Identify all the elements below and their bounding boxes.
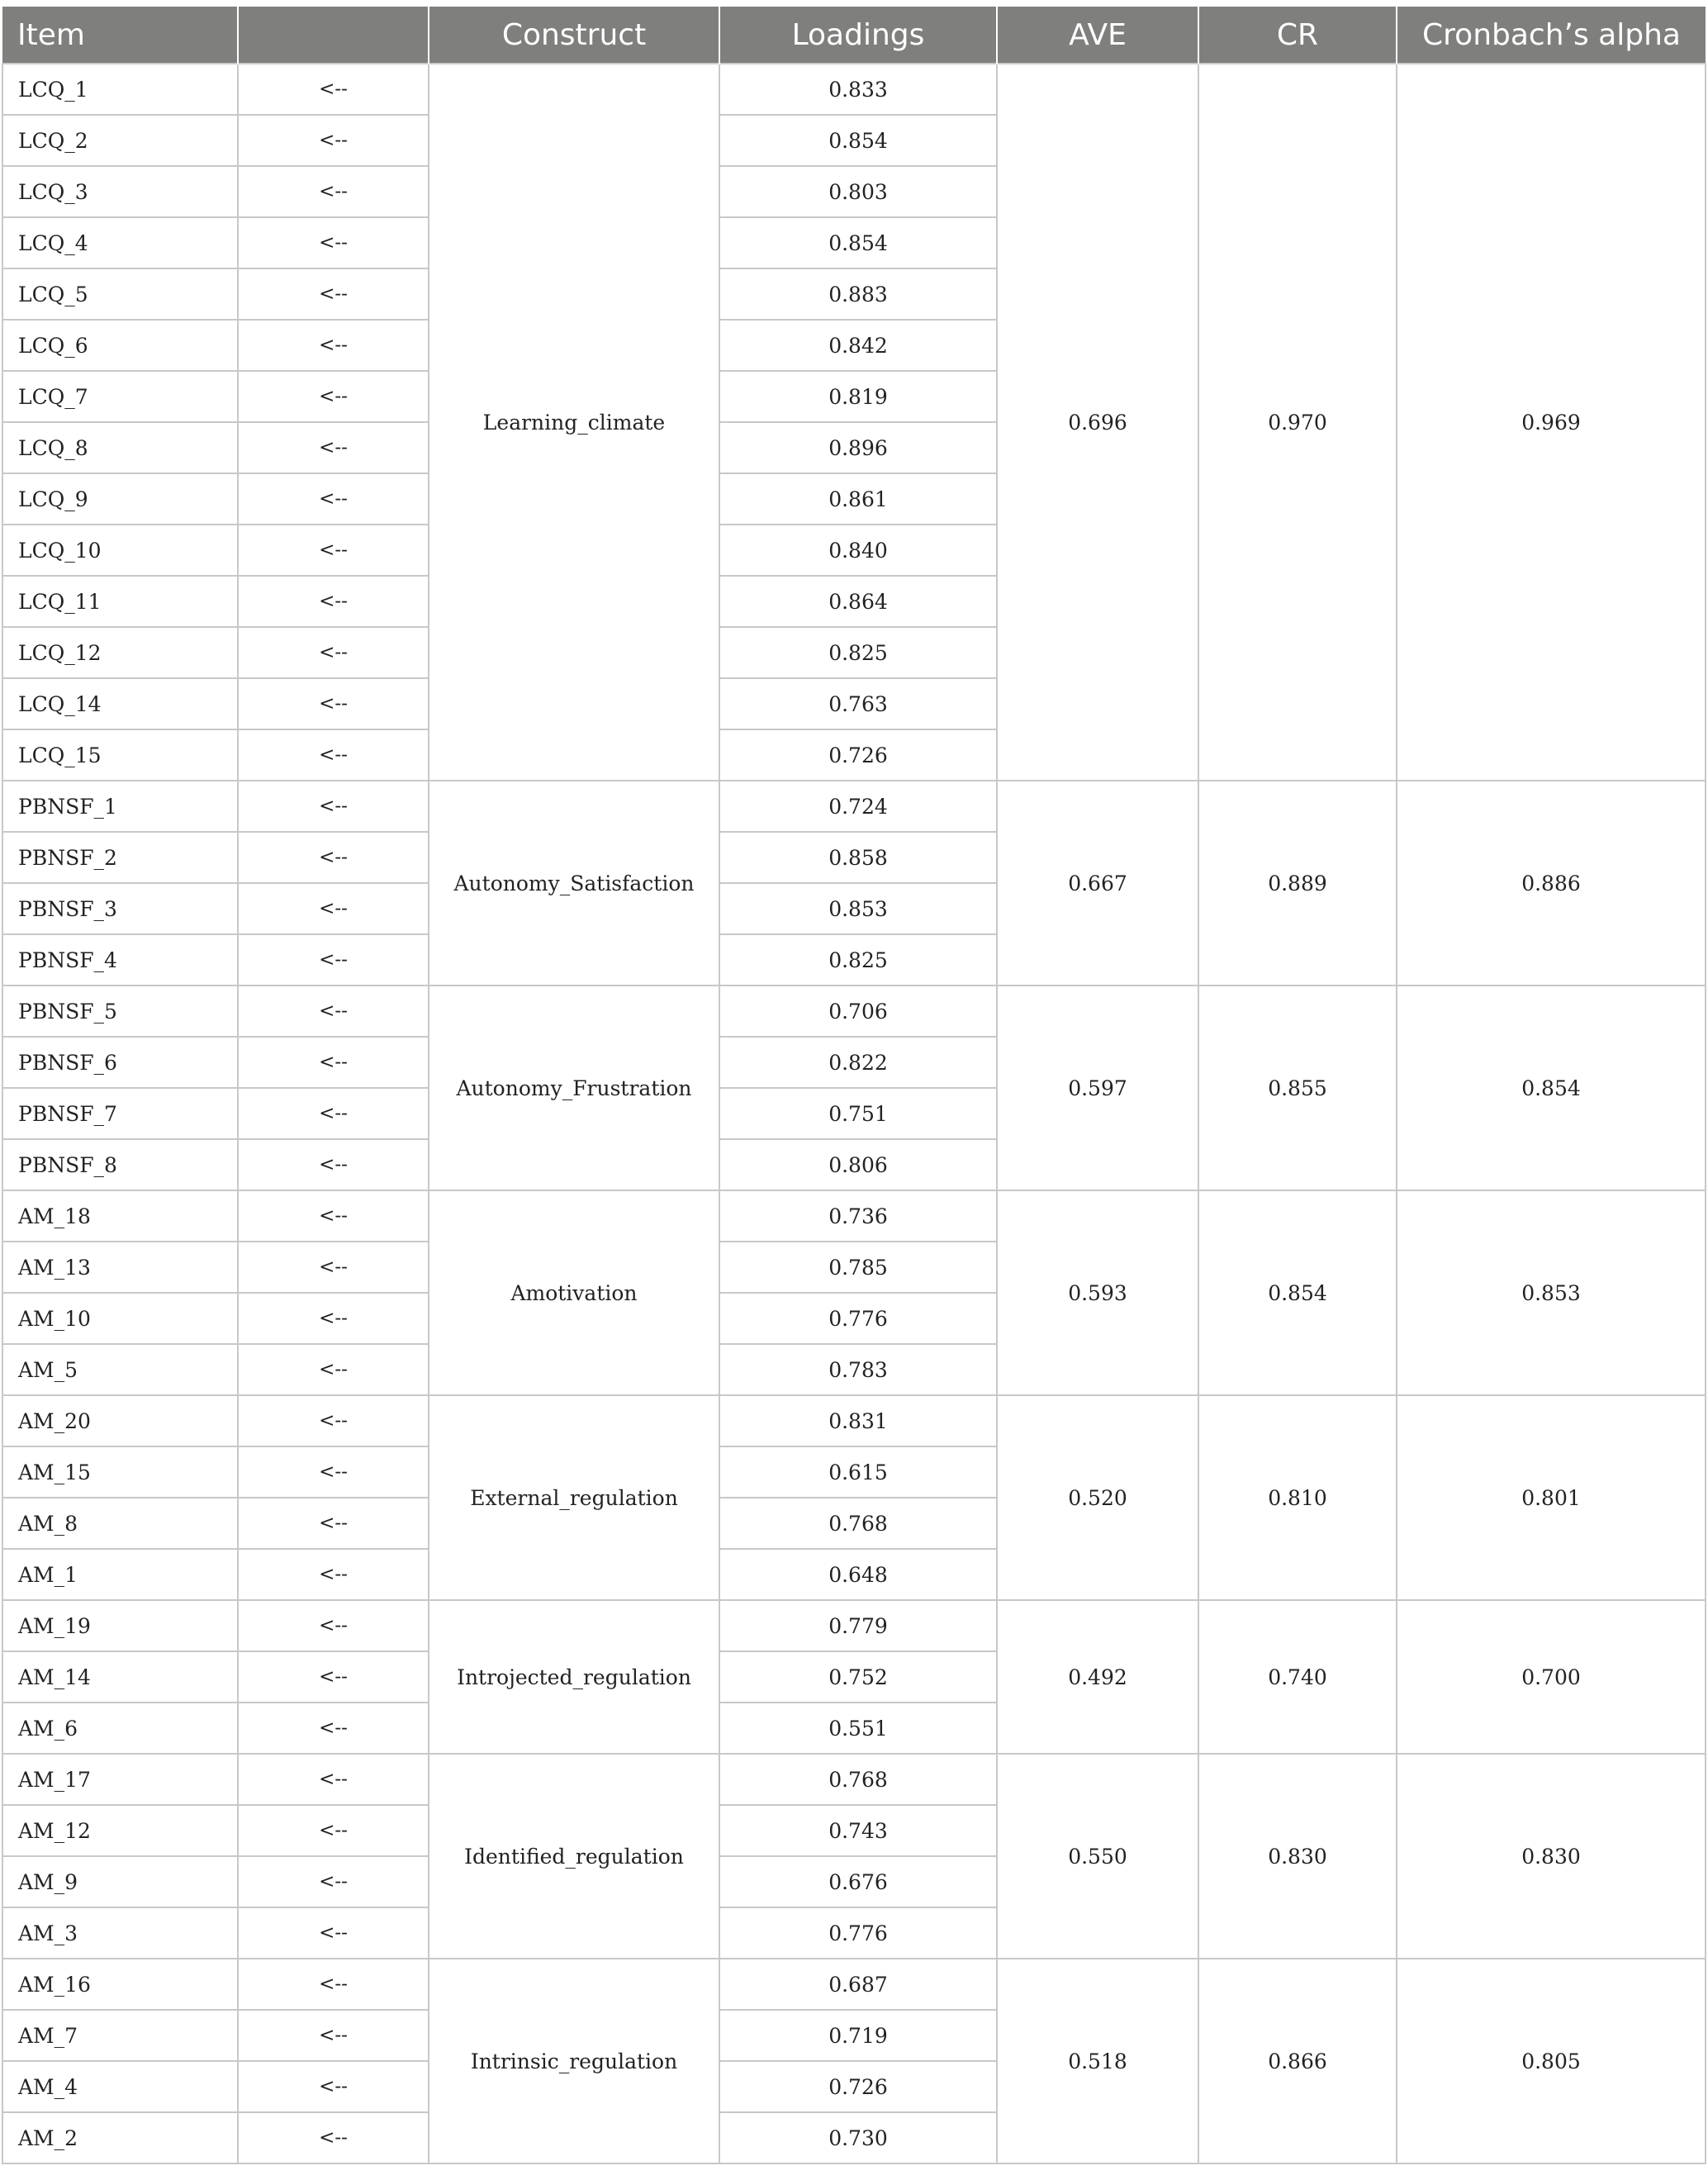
arrow-cell: <--	[238, 729, 429, 781]
loading-cell: 0.687	[719, 1959, 997, 2010]
header-row	[2, 7, 1706, 64]
loading-cell: 0.751	[719, 1088, 997, 1139]
header-loadings: Loadings	[719, 7, 997, 64]
arrow-cell: <--	[238, 1754, 429, 1805]
loading-cell: 0.768	[719, 1498, 997, 1549]
loading-cell: 0.752	[719, 1651, 997, 1703]
item-cell: AM_10	[2, 1293, 238, 1344]
loading-cell: 0.896	[719, 422, 997, 473]
item-cell: AM_12	[2, 1805, 238, 1856]
item-cell: LCQ_9	[2, 473, 238, 525]
arrow-cell: <--	[238, 1907, 429, 1959]
loading-cell: 0.853	[719, 883, 997, 934]
item-cell: AM_7	[2, 2010, 238, 2061]
loading-cell: 0.785	[719, 1242, 997, 1293]
loading-cell: 0.861	[719, 473, 997, 525]
loading-cell: 0.648	[719, 1549, 997, 1600]
item-cell: PBNSF_6	[2, 1037, 238, 1088]
item-cell: LCQ_8	[2, 422, 238, 473]
loading-cell: 0.763	[719, 678, 997, 729]
item-cell: AM_13	[2, 1242, 238, 1293]
loading-cell: 0.743	[719, 1805, 997, 1856]
arrow-cell: <--	[238, 1344, 429, 1395]
cronbach-alpha-cell: 0.801	[1397, 1395, 1706, 1600]
loading-cell: 0.854	[719, 115, 997, 166]
loading-cell: 0.822	[719, 1037, 997, 1088]
item-cell: AM_18	[2, 1190, 238, 1242]
item-cell: PBNSF_5	[2, 986, 238, 1037]
arrow-cell: <--	[238, 678, 429, 729]
loading-cell: 0.736	[719, 1190, 997, 1242]
arrow-cell: <--	[238, 473, 429, 525]
item-cell: AM_14	[2, 1651, 238, 1703]
item-cell: LCQ_7	[2, 371, 238, 422]
arrow-cell: <--	[238, 371, 429, 422]
item-cell: AM_2	[2, 2112, 238, 2163]
arrow-cell: <--	[238, 627, 429, 678]
header-ave: AVE	[997, 7, 1198, 64]
loading-cell: 0.776	[719, 1293, 997, 1344]
item-cell: LCQ_3	[2, 166, 238, 217]
arrow-cell: <--	[238, 1139, 429, 1190]
loading-cell: 0.840	[719, 525, 997, 576]
loading-cell: 0.783	[719, 1344, 997, 1395]
construct-cell: Introjected_regulation	[429, 1600, 719, 1754]
loading-cell: 0.803	[719, 166, 997, 217]
header-construct: Construct	[429, 7, 719, 64]
item-cell: LCQ_11	[2, 576, 238, 627]
table-row	[2, 1190, 1706, 1242]
cronbach-alpha-cell: 0.886	[1397, 781, 1706, 986]
cronbach-alpha-cell: 0.853	[1397, 1190, 1706, 1395]
loading-cell: 0.858	[719, 832, 997, 883]
loading-cell: 0.551	[719, 1703, 997, 1754]
loading-cell: 0.819	[719, 371, 997, 422]
loading-cell: 0.730	[719, 2112, 997, 2163]
table-row	[2, 1395, 1706, 1446]
item-cell: AM_4	[2, 2061, 238, 2112]
construct-cell: Autonomy_Satisfaction	[429, 781, 719, 986]
cr-cell: 0.889	[1198, 781, 1397, 986]
measurement-model-table	[2, 7, 1706, 2164]
arrow-cell: <--	[238, 166, 429, 217]
cr-cell: 0.740	[1198, 1600, 1397, 1754]
table-row	[2, 1959, 1706, 2010]
arrow-cell: <--	[238, 781, 429, 832]
construct-cell: Intrinsic_regulation	[429, 1959, 719, 2163]
item-cell: PBNSF_1	[2, 781, 238, 832]
ave-cell: 0.593	[997, 1190, 1198, 1395]
loading-cell: 0.806	[719, 1139, 997, 1190]
table-row	[2, 781, 1706, 832]
arrow-cell: <--	[238, 1498, 429, 1549]
item-cell: LCQ_1	[2, 64, 238, 115]
loading-cell: 0.676	[719, 1856, 997, 1907]
table-row	[2, 1600, 1706, 1651]
cronbach-alpha-cell: 0.969	[1397, 64, 1706, 781]
arrow-cell: <--	[238, 1190, 429, 1242]
item-cell: PBNSF_7	[2, 1088, 238, 1139]
loading-cell: 0.864	[719, 576, 997, 627]
construct-cell: Autonomy_Frustration	[429, 986, 719, 1190]
construct-cell: Learning_climate	[429, 64, 719, 781]
item-cell: AM_5	[2, 1344, 238, 1395]
item-cell: AM_3	[2, 1907, 238, 1959]
loading-cell: 0.724	[719, 781, 997, 832]
item-cell: LCQ_12	[2, 627, 238, 678]
item-cell: PBNSF_3	[2, 883, 238, 934]
arrow-cell: <--	[238, 2061, 429, 2112]
cronbach-alpha-cell: 0.830	[1397, 1754, 1706, 1959]
loading-cell: 0.854	[719, 217, 997, 268]
loading-cell: 0.776	[719, 1907, 997, 1959]
item-cell: PBNSF_8	[2, 1139, 238, 1190]
cr-cell: 0.855	[1198, 986, 1397, 1190]
loading-cell: 0.719	[719, 2010, 997, 2061]
arrow-cell: <--	[238, 320, 429, 371]
item-cell: LCQ_14	[2, 678, 238, 729]
header-cronbach-alpha: Cronbach’s alpha	[1397, 7, 1706, 64]
construct-cell: External_regulation	[429, 1395, 719, 1600]
loading-cell: 0.833	[719, 64, 997, 115]
ave-cell: 0.492	[997, 1600, 1198, 1754]
arrow-cell: <--	[238, 1651, 429, 1703]
loading-cell: 0.726	[719, 2061, 997, 2112]
cr-cell: 0.866	[1198, 1959, 1397, 2163]
table-body	[2, 64, 1706, 2163]
item-cell: AM_15	[2, 1446, 238, 1498]
item-cell: AM_8	[2, 1498, 238, 1549]
arrow-cell: <--	[238, 883, 429, 934]
table-row	[2, 64, 1706, 115]
arrow-cell: <--	[238, 422, 429, 473]
header-cr: CR	[1198, 7, 1397, 64]
item-cell: AM_1	[2, 1549, 238, 1600]
arrow-cell: <--	[238, 1959, 429, 2010]
header-arrow	[238, 7, 429, 64]
arrow-cell: <--	[238, 1805, 429, 1856]
ave-cell: 0.696	[997, 64, 1198, 781]
item-cell: AM_17	[2, 1754, 238, 1805]
table-row	[2, 1754, 1706, 1805]
item-cell: PBNSF_2	[2, 832, 238, 883]
item-cell: LCQ_10	[2, 525, 238, 576]
arrow-cell: <--	[238, 1549, 429, 1600]
arrow-cell: <--	[238, 576, 429, 627]
loading-cell: 0.883	[719, 268, 997, 320]
arrow-cell: <--	[238, 934, 429, 986]
item-cell: AM_6	[2, 1703, 238, 1754]
arrow-cell: <--	[238, 2010, 429, 2061]
loading-cell: 0.779	[719, 1600, 997, 1651]
arrow-cell: <--	[238, 832, 429, 883]
arrow-cell: <--	[238, 1856, 429, 1907]
construct-cell: Identified_regulation	[429, 1754, 719, 1959]
item-cell: AM_20	[2, 1395, 238, 1446]
ave-cell: 0.597	[997, 986, 1198, 1190]
item-cell: LCQ_6	[2, 320, 238, 371]
header-item: Item	[2, 7, 238, 64]
loading-cell: 0.768	[719, 1754, 997, 1805]
measurement-model-table-container	[2, 7, 1705, 2164]
item-cell: AM_9	[2, 1856, 238, 1907]
arrow-cell: <--	[238, 1703, 429, 1754]
item-cell: PBNSF_4	[2, 934, 238, 986]
ave-cell: 0.550	[997, 1754, 1198, 1959]
arrow-cell: <--	[238, 986, 429, 1037]
item-cell: LCQ_15	[2, 729, 238, 781]
cr-cell: 0.830	[1198, 1754, 1397, 1959]
item-cell: AM_16	[2, 1959, 238, 2010]
arrow-cell: <--	[238, 1293, 429, 1344]
loading-cell: 0.831	[719, 1395, 997, 1446]
arrow-cell: <--	[238, 1446, 429, 1498]
loading-cell: 0.842	[719, 320, 997, 371]
item-cell: LCQ_2	[2, 115, 238, 166]
arrow-cell: <--	[238, 1600, 429, 1651]
ave-cell: 0.667	[997, 781, 1198, 986]
table-header	[2, 7, 1706, 64]
loading-cell: 0.825	[719, 934, 997, 986]
item-cell: LCQ_5	[2, 268, 238, 320]
construct-cell: Amotivation	[429, 1190, 719, 1395]
arrow-cell: <--	[238, 2112, 429, 2163]
loading-cell: 0.706	[719, 986, 997, 1037]
arrow-cell: <--	[238, 1242, 429, 1293]
arrow-cell: <--	[238, 1037, 429, 1088]
ave-cell: 0.518	[997, 1959, 1198, 2163]
table-row	[2, 986, 1706, 1037]
cronbach-alpha-cell: 0.854	[1397, 986, 1706, 1190]
arrow-cell: <--	[238, 268, 429, 320]
item-cell: AM_19	[2, 1600, 238, 1651]
arrow-cell: <--	[238, 217, 429, 268]
cr-cell: 0.810	[1198, 1395, 1397, 1600]
cronbach-alpha-cell: 0.805	[1397, 1959, 1706, 2163]
cronbach-alpha-cell: 0.700	[1397, 1600, 1706, 1754]
cr-cell: 0.854	[1198, 1190, 1397, 1395]
ave-cell: 0.520	[997, 1395, 1198, 1600]
arrow-cell: <--	[238, 115, 429, 166]
arrow-cell: <--	[238, 1395, 429, 1446]
loading-cell: 0.726	[719, 729, 997, 781]
arrow-cell: <--	[238, 525, 429, 576]
item-cell: LCQ_4	[2, 217, 238, 268]
loading-cell: 0.825	[719, 627, 997, 678]
cr-cell: 0.970	[1198, 64, 1397, 781]
arrow-cell: <--	[238, 1088, 429, 1139]
arrow-cell: <--	[238, 64, 429, 115]
loading-cell: 0.615	[719, 1446, 997, 1498]
